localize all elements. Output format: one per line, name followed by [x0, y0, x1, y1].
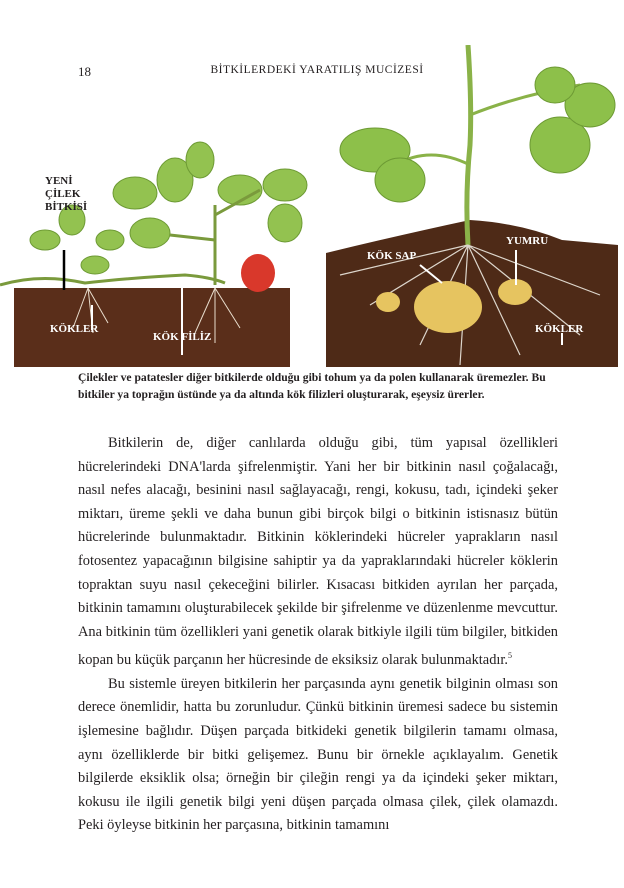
footnote-ref: 5 [507, 651, 512, 661]
runner-stem [0, 275, 225, 285]
label-runner: KÖK FİLİZ [153, 331, 212, 343]
figure-caption: Çilekler ve patatesler diğer bitkilerde olduğu gibi tohum ya da polen kullanarak üremezler. Bu bitkiler ya toprağın üstünde ya da altında kök filizleri oluşturarak, eşeysiz ürerler. [78, 371, 546, 401]
paragraph-text: Bitkilerin de, diğer canlılarda olduğu gibi, tüm yapısal özellikleri hücrelerindeki DNA'larda şifrelenmiştir. Yani her bir bitkinin nasıl çoğalacağı, nasıl nefes alacağı, besinini nasıl sağlayacağı, rengi, kokusu, tadı, içindeki şeker miktarı, üreme şekli ve daha bunun gibi birçok bilgi o bitkinin istisnasız bütün hücrelerinde bulunmaktadır. Bitkinin köklerindeki hücreler yaprakların nasıl fotosentez yapacağının bilgisine sahiptir ya da yapraklarındaki hücreler köklerin topraktan suyu nasıl çekeceğini bilirler. Kısacası bitkiden ayrılan her parçada, bitkinin tamamını oluşturabilecek şekilde bir şifrelenme ve düzenlenme mevcuttur. Ana bitkinin tüm özellikleri yani genetik olarak bitkiyle ilgili tüm bilgiler, bitkiden kopan bu küçük parçanın her hücresinde de eksiksiz olarak bulunmaktadır. [78, 435, 558, 669]
plant-illustration [0, 45, 624, 367]
page-number: 18 [78, 64, 91, 79]
paragraph [78, 673, 558, 838]
paragraph [78, 432, 558, 673]
potato-tuber-main [414, 281, 482, 333]
label-roots-left: KÖKLER [50, 323, 99, 335]
potato-leaves [340, 67, 615, 202]
body-text [78, 432, 558, 838]
label-rhizome: KÖK SAP [367, 250, 417, 262]
paragraph-text: Bu sistemle üreyen bitkilerin her parçasında aynı genetik bilginin olması son derece önemlidir, hatta bu zorunludur. Çünkü bitkinin üremesi sadece bu sistemin işlemesine bağlıdır. Düşen parçada bitkideki genetik bilgilerin tamamı olmasa, aynı özelliklerde bir bitki gelişemez. Bunu bir örnekle açıklayalım. Genetik bilgilerde eksiklik olsa; örneğin bir çileğin rengi ya da içindeki şeker miktarı, kokusu ile ilgili genetik bilgi yeni düşen parçada olmasa çilek, çilek olamazdı. Peki öyleyse bitkinin her parçasına, bitkinin tamamını [78, 675, 558, 834]
label-roots-right: KÖKLER [535, 323, 584, 335]
potato-tuber-left [376, 292, 400, 312]
potato-stem [467, 45, 471, 245]
label-new-strawberry-plant: YENİ ÇİLEK BİTKİSİ [45, 175, 88, 213]
running-title: BİTKİLERDEKİ YARATILIŞ MUCİZESİ [210, 64, 424, 76]
label-tuber: YUMRU [506, 235, 549, 247]
strawberry-fruit [241, 254, 275, 292]
